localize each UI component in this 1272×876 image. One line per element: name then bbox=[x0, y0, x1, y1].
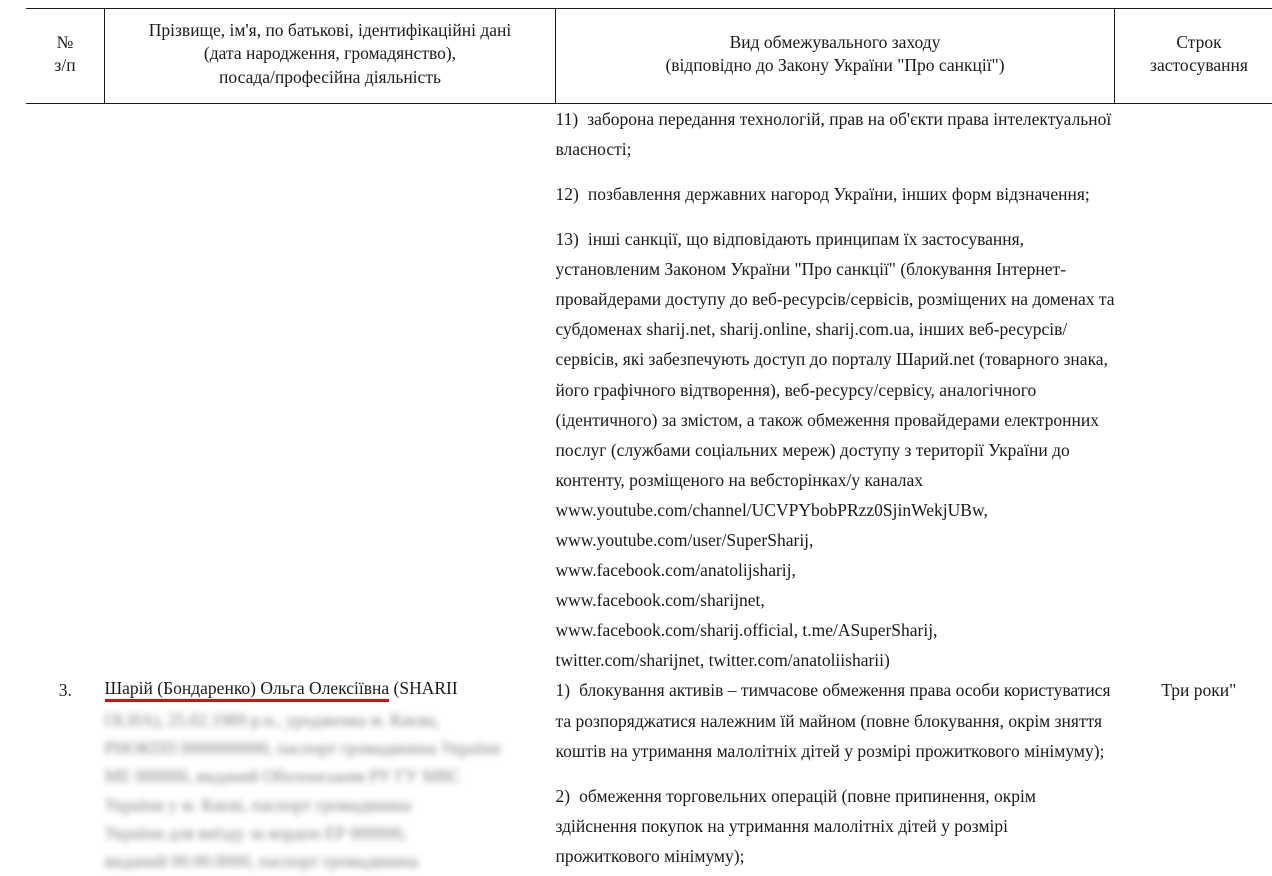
column-header-person bbox=[105, 9, 556, 104]
redacted-line: МЕ 000000, виданий Оболонським РУ ГУ МВС bbox=[105, 762, 556, 790]
row-number: 3. bbox=[26, 675, 105, 875]
person-name bbox=[105, 675, 556, 701]
measure-marker: 2) bbox=[556, 786, 571, 806]
redacted-line: РНОКПП 0000000000, паспорт громадянина України bbox=[105, 734, 556, 762]
measure-item bbox=[556, 224, 1115, 675]
table-header bbox=[26, 9, 1272, 104]
person-name-latin: (SHARII bbox=[389, 678, 458, 698]
column-header-measure-line-1: Вид обмежувального заходу bbox=[562, 31, 1108, 54]
measure-item bbox=[556, 179, 1115, 209]
sanctioned-url: www.youtube.com/channel/UCVPYbobPRzz0SjinWekjUBw, bbox=[556, 495, 1115, 525]
column-header-term bbox=[1115, 9, 1272, 104]
measure-marker: 12) bbox=[556, 184, 579, 204]
column-header-measure bbox=[556, 9, 1115, 104]
measure-text: позбавлення державних нагород України, інших форм відзначення; bbox=[588, 184, 1090, 204]
measure-item bbox=[556, 675, 1115, 765]
person-identification-redacted bbox=[105, 706, 556, 876]
column-header-number-line-1: № bbox=[32, 31, 98, 54]
redacted-line: OLHA), 25.02.1989 р.н., уродженка м. Києва, bbox=[105, 706, 556, 734]
redacted-line: України для виїзду за кордон ЕР 000000, bbox=[105, 819, 556, 847]
measure-item bbox=[556, 781, 1115, 871]
measure-text: блокування активів – тимчасове обмеження права особи користуватися та розпоряджатися належним їй майном (повне блокування, окрім зняття коштів на утримання малолітніх дітей у розмірі прожиткового мінімуму); bbox=[556, 680, 1111, 760]
sanctioned-url: www.facebook.com/sharijnet, bbox=[556, 585, 1115, 615]
table-body bbox=[26, 103, 1272, 876]
column-header-term-line-1: Строк bbox=[1121, 31, 1272, 54]
column-header-number-line-2: з/п bbox=[32, 54, 98, 77]
row-number bbox=[26, 103, 105, 675]
table-header-row bbox=[26, 9, 1272, 104]
sanctioned-url: www.youtube.com/user/SuperSharij, bbox=[556, 525, 1115, 555]
row-person bbox=[105, 103, 556, 675]
table-row bbox=[26, 103, 1272, 675]
person-name-highlighted: Шарій (Бондаренко) Ольга Олексіївна bbox=[105, 678, 390, 702]
redacted-line: виданий 00.00.0000, паспорт громадянина bbox=[105, 847, 556, 875]
measure-marker: 11) bbox=[556, 109, 579, 129]
column-header-number bbox=[26, 9, 105, 104]
column-header-person-line-1: Прізвище, ім'я, по батькові, ідентифікаційні дані bbox=[111, 19, 549, 42]
row-term: Три роки" bbox=[1115, 675, 1272, 875]
measure-text: інші санкції, що відповідають принципам їх застосування, установленим Законом України "Про санкції" (блокування Інтернет-провайдерами доступу до веб-ресурсів/сервісів, розміщених на доменах та субдоменах sharij.net, sharij.online, sharij.com.ua, інших веб-ресурсів/сервісів, які забезпечують доступ до порталу Шарий.net (товарного знака, його графічного відтворення), веб-ресурсу/сервісу, аналогічного (ідентичного) за змістом, а також обмеження провайдерами електронних послуг (службами соціальних мереж) доступу з території України до контенту, розміщеного на вебсторінках/у каналах bbox=[556, 229, 1115, 490]
column-header-measure-line-2: (відповідно до Закону України "Про санкції") bbox=[562, 54, 1108, 77]
row-measures bbox=[556, 675, 1115, 875]
row-person bbox=[105, 675, 556, 875]
column-header-person-line-3: посада/професійна діяльність bbox=[111, 66, 549, 89]
row-term bbox=[1115, 103, 1272, 675]
row-measures bbox=[556, 103, 1115, 675]
sanctioned-url: twitter.com/sharijnet, twitter.com/anatoliisharii) bbox=[556, 645, 1115, 675]
sanctioned-url: www.facebook.com/anatolijsharij, bbox=[556, 555, 1115, 585]
sanctioned-url: www.facebook.com/sharij.official, t.me/ASuperSharij, bbox=[556, 615, 1115, 645]
measure-text: обмеження торговельних операцій (повне припинення, окрім здійснення покупок на утримання малолітніх дітей у розмірі прожиткового мінімуму); bbox=[556, 786, 1036, 866]
measure-item bbox=[556, 104, 1115, 164]
sanctions-table bbox=[26, 8, 1272, 876]
column-header-person-line-2: (дата народження, громадянство), bbox=[111, 42, 549, 65]
measure-marker: 1) bbox=[556, 680, 571, 700]
redacted-line: України у м. Києві, паспорт громадянина bbox=[105, 791, 556, 819]
table-row bbox=[26, 675, 1272, 875]
measure-marker: 13) bbox=[556, 229, 579, 249]
column-header-term-line-2: застосування bbox=[1121, 54, 1272, 77]
measure-text: заборона передання технологій, прав на об'єкти права інтелектуальної власності; bbox=[556, 109, 1112, 159]
